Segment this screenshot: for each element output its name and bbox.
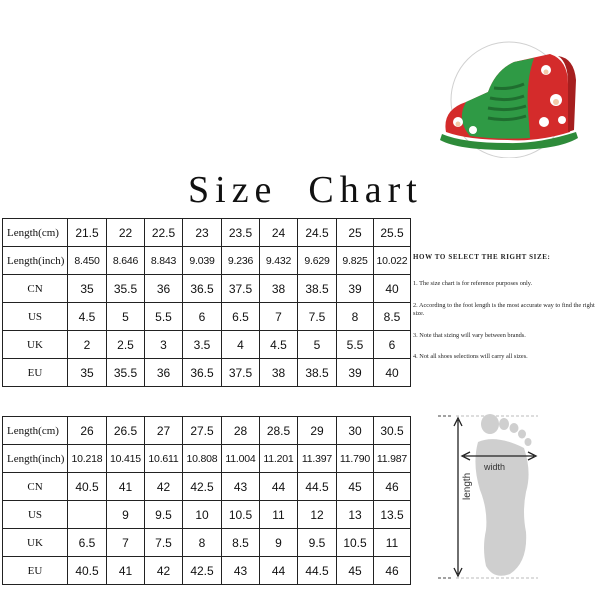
guide-item: 4. Not all shoes selections will carry all sizes.: [413, 353, 528, 361]
table-cell: 36.5: [183, 359, 222, 387]
table-cell: 30.5: [374, 417, 411, 445]
table-cell: 9.5: [145, 501, 183, 529]
table-cell: 35.5: [107, 359, 145, 387]
table-cell: 11.397: [298, 445, 337, 473]
row-label: UK: [3, 331, 68, 359]
table-cell: 11: [374, 529, 411, 557]
table-row: [3, 445, 411, 473]
table-cell: 10: [183, 501, 222, 529]
table-row: [3, 417, 411, 445]
row-label: UK: [3, 529, 68, 557]
table-cell: 11.004: [222, 445, 260, 473]
table-cell: [68, 501, 107, 529]
table-cell: 25.5: [374, 219, 411, 247]
table-cell: 10.808: [183, 445, 222, 473]
row-label: EU: [3, 359, 68, 387]
table-cell: 9.825: [337, 247, 374, 275]
table-row: [3, 247, 411, 275]
table-cell: 3.5: [183, 331, 222, 359]
table-row: [3, 557, 411, 585]
table-row: [3, 331, 411, 359]
table-cell: 7: [107, 529, 145, 557]
size-guide: [413, 253, 600, 375]
table-cell: 38: [260, 359, 298, 387]
row-label: Length(cm): [3, 219, 68, 247]
table-cell: 9.5: [298, 529, 337, 557]
table-cell: 24: [260, 219, 298, 247]
table-cell: 10.611: [145, 445, 183, 473]
table-cell: 41: [107, 557, 145, 585]
table-cell: 2: [68, 331, 107, 359]
table-cell: 13: [337, 501, 374, 529]
table-cell: 42.5: [183, 473, 222, 501]
table-cell: 6: [183, 303, 222, 331]
table-cell: 38.5: [298, 275, 337, 303]
table-cell: 43: [222, 473, 260, 501]
table-cell: 5.5: [145, 303, 183, 331]
table-cell: 35: [68, 275, 107, 303]
table-cell: 38: [260, 275, 298, 303]
table-cell: 11: [260, 501, 298, 529]
table-cell: 10.415: [107, 445, 145, 473]
table-cell: 6: [374, 331, 411, 359]
table-cell: 9.236: [222, 247, 260, 275]
table-cell: 45: [337, 557, 374, 585]
table-cell: 8: [183, 529, 222, 557]
table-cell: 9: [260, 529, 298, 557]
table-cell: 22: [107, 219, 145, 247]
table-cell: 35.5: [107, 275, 145, 303]
table-cell: 39: [337, 359, 374, 387]
table-cell: 4: [222, 331, 260, 359]
table-cell: 10.218: [68, 445, 107, 473]
table-cell: 42: [145, 473, 183, 501]
table-cell: 40.5: [68, 473, 107, 501]
guide-item: 1. The size chart is for reference purposes only.: [413, 280, 533, 288]
table-row: [3, 275, 411, 303]
table-cell: 45: [337, 473, 374, 501]
table-cell: 25: [337, 219, 374, 247]
table-cell: 23: [183, 219, 222, 247]
table-cell: 41: [107, 473, 145, 501]
table-cell: 44: [260, 557, 298, 585]
table-cell: 46: [374, 557, 411, 585]
table-cell: 44: [260, 473, 298, 501]
table-cell: 27.5: [183, 417, 222, 445]
foot-diagram: [428, 412, 600, 582]
page-title: Size Chart: [188, 169, 423, 211]
table-cell: 9.432: [260, 247, 298, 275]
table-cell: 7.5: [145, 529, 183, 557]
table-cell: 8.843: [145, 247, 183, 275]
table-cell: 6.5: [222, 303, 260, 331]
table-cell: 36.5: [183, 275, 222, 303]
table-cell: 24.5: [298, 219, 337, 247]
row-label: US: [3, 303, 68, 331]
table-cell: 5: [107, 303, 145, 331]
guide-title: HOW TO SELECT THE RIGHT SIZE:: [413, 253, 551, 261]
size-table-1: [2, 218, 411, 387]
table-cell: 10.5: [222, 501, 260, 529]
table-cell: 2.5: [107, 331, 145, 359]
table-cell: 4.5: [260, 331, 298, 359]
table-cell: 30: [337, 417, 374, 445]
table-cell: 4.5: [68, 303, 107, 331]
table-cell: 8.5: [222, 529, 260, 557]
row-label: Length(inch): [3, 445, 68, 473]
table-cell: 5.5: [337, 331, 374, 359]
guide-item: 2. According to the foot length is the most accurate way to find the right size.: [413, 301, 595, 318]
table-row: [3, 219, 411, 247]
row-label: EU: [3, 557, 68, 585]
table-cell: 44.5: [298, 473, 337, 501]
shoe-product-image: [418, 40, 600, 158]
table-cell: 8.646: [107, 247, 145, 275]
table-cell: 27: [145, 417, 183, 445]
table-cell: 28: [222, 417, 260, 445]
table-row: [3, 473, 411, 501]
table-cell: 46: [374, 473, 411, 501]
table-cell: 12: [298, 501, 337, 529]
table-cell: 9.039: [183, 247, 222, 275]
table-cell: 42: [145, 557, 183, 585]
table-cell: 26.5: [107, 417, 145, 445]
size-table-2: [2, 416, 411, 585]
table-cell: 44.5: [298, 557, 337, 585]
table-row: [3, 529, 411, 557]
table-cell: 6.5: [68, 529, 107, 557]
table-cell: 40.5: [68, 557, 107, 585]
row-label: CN: [3, 473, 68, 501]
table-cell: 29: [298, 417, 337, 445]
table-cell: 9.629: [298, 247, 337, 275]
table-cell: 5: [298, 331, 337, 359]
table-cell: 36: [145, 275, 183, 303]
table-cell: 8.450: [68, 247, 107, 275]
table-cell: 11.987: [374, 445, 411, 473]
table-cell: 26: [68, 417, 107, 445]
table-cell: 10.022: [374, 247, 411, 275]
table-row: [3, 359, 411, 387]
row-label: Length(cm): [3, 417, 68, 445]
table-cell: 11.201: [260, 445, 298, 473]
table-cell: 37.5: [222, 359, 260, 387]
table-cell: 23.5: [222, 219, 260, 247]
table-cell: 43: [222, 557, 260, 585]
table-cell: 13.5: [374, 501, 411, 529]
table-cell: 42.5: [183, 557, 222, 585]
table-cell: 10.5: [337, 529, 374, 557]
table-cell: 7.5: [298, 303, 337, 331]
table-cell: 21.5: [68, 219, 107, 247]
table-cell: 8.5: [374, 303, 411, 331]
table-cell: 22.5: [145, 219, 183, 247]
table-cell: 11.790: [337, 445, 374, 473]
table-cell: 40: [374, 359, 411, 387]
table-cell: 38.5: [298, 359, 337, 387]
table-row: [3, 303, 411, 331]
table-cell: 28.5: [260, 417, 298, 445]
table-cell: 36: [145, 359, 183, 387]
table-cell: 37.5: [222, 275, 260, 303]
width-label: width: [484, 462, 506, 472]
table-cell: 39: [337, 275, 374, 303]
row-label: Length(inch): [3, 247, 68, 275]
table-cell: 7: [260, 303, 298, 331]
table-cell: 3: [145, 331, 183, 359]
table-cell: 9: [107, 501, 145, 529]
row-label: US: [3, 501, 68, 529]
table-cell: 35: [68, 359, 107, 387]
row-label: CN: [3, 275, 68, 303]
table-cell: 8: [337, 303, 374, 331]
guide-item: 3. Note that sizing will vary between brands.: [413, 331, 526, 339]
table-cell: 40: [374, 275, 411, 303]
length-label: length: [462, 472, 473, 500]
table-row: [3, 501, 411, 529]
